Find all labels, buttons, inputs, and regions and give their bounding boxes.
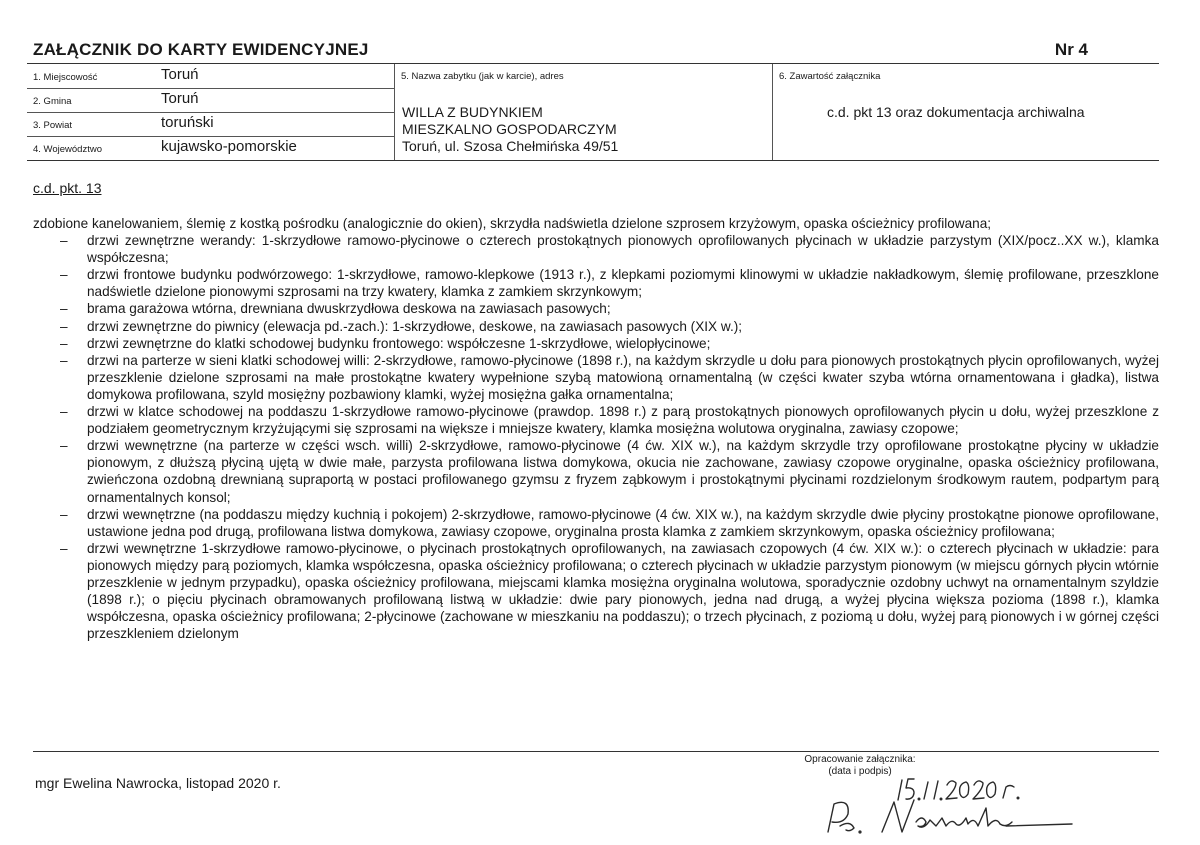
footer-divider	[33, 751, 1159, 752]
dash-bullet: –	[60, 506, 68, 522]
list-item-text: drzwi na parterze w sieni klatki schodowej willi: 2-skrzydłowe, ramowo-płycinowe (1898 r.), na każdym skrzydle u dołu para pionowych prostokątnych płycin oprofilowanych, wyżej przeszklenie dzielone szprosami na małe prostokątne kwatery wypełnione szybą matowioną ornamentalną (w części kwater szyba wtórna ornamentowana i gładka), listwa domykowa profilowana, szyld mosiężny pozbawiony klamki, wyżej mosiężna gałka ornamentalna;	[87, 352, 1159, 402]
list-item	[33, 352, 1159, 403]
list-item	[33, 506, 1159, 540]
document-title: ZAŁĄCZNIK DO KARTY EWIDENCYJNEJ	[33, 40, 369, 59]
field-row-commune	[27, 88, 394, 113]
prepared-label: Opracowanie załącznika:	[804, 754, 916, 765]
dash-bullet: –	[60, 352, 68, 368]
field-value: Toruń	[161, 66, 199, 83]
monument-column	[395, 64, 773, 160]
dash-bullet: –	[60, 540, 68, 556]
intro-paragraph: zdobione kanelowaniem, ślemię z kostką pośrodku (analogicznie do okien), skrzydła nadświetla dzielone szprosem krzyżowym, opaska ościeżnicy profilowana;	[33, 216, 992, 231]
list-item	[33, 300, 1159, 317]
dash-bullet: –	[60, 404, 68, 420]
field-value: Toruń	[161, 90, 199, 107]
dash-bullet: –	[60, 438, 68, 454]
list-item	[33, 335, 1159, 352]
contents-column	[773, 64, 1159, 160]
list-item	[33, 437, 1159, 505]
door-list	[33, 232, 1159, 642]
field-row-voivodeship	[27, 136, 394, 160]
list-item-text: drzwi zewnętrzne do piwnicy (elewacja pd.-zach.): 1-skrzydłowe, deskowe, na zawiasach pasowych (XIX w.);	[87, 318, 743, 334]
field-label: 3. Powiat	[33, 120, 73, 131]
list-item-text: drzwi frontowe budynku podwórzowego: 1-skrzydłowe, ramowo-klepkowe (1913 r.), z klepkami poziomymi klinowymi w układzie nakładkowym, ślemię profilowane, przeszklone nadświetle dzielone pionowymi szprosami na trzy kwatery, klamka z zamkiem skrzynkowym;	[87, 267, 1159, 300]
dash-bullet: –	[60, 267, 68, 283]
list-item-text: drzwi zewnętrzne werandy: 1-skrzydłowe ramowo-płycinowe o czterech prostokątnych pionowych oprofilowanych płycinach w układzie parzystym (XIX/pocz..XX w.), klamka współczesna;	[87, 233, 1159, 266]
dash-bullet: –	[60, 318, 68, 334]
list-item-text: drzwi wewnętrzne (na poddaszu między kuchnią i pokojem) 2-skrzydłowe, ramowo-płycinowe (4 ćw. XIX w.), na każdym skrzydle dwie płyciny prostokątne pionowe oprofilowane, ustawione jedna pod drugą, profilowana listwa domykowa, zawiasy czopowe, oryginalna prosta klamka z zamkiem skrzynkowym, opaska ościeżnicy profilowana;	[87, 506, 1159, 539]
list-item	[33, 540, 1159, 643]
list-item-text: drzwi wewnętrzne 1-skrzydłowe ramowo-płycinowe, o płycinach prostokątnych oprofilowanych, na zawiasach czopowych (4 ćw. XIX w.): o czterech płycinach w układzie: para pionowych między parą poziomych, klamka współczesna, opaska ościeżnicy profilowana; o czterech płycinach w układzie parzystym pionowym (w miejscu górnych płycin wtórnie przeszklenie w jednym przypadku), opaska ościeżnicy profilowana, miejscami klamka mosiężna oryginalna wolutowa, sporadycznie ozdobny uchwyt na ornamentalnym szyldzie (1898 r.); o pięciu płycinach obramowanych profilowaną listwą w układzie: dwie pary pionowych, jedna nad drugą, a wyżej płycina większa pozioma (1898 r.), klamka współczesna, opaska ościeżnicy profilowana; 2-płycinowe (zachowane w mieszkaniu na poddaszu); o trzech płycinach, z poziomą u dołu, wyżej parą pionowych i w górnej części przeszkleniem dzielonym	[87, 540, 1159, 642]
monument-name	[402, 104, 618, 155]
field-value: toruński	[161, 114, 214, 131]
dash-bullet: –	[60, 233, 68, 249]
header-table	[27, 63, 1159, 161]
field-value: kujawsko-pomorskie	[161, 138, 297, 155]
handwritten-signature	[810, 770, 1090, 840]
field-row-locality	[27, 64, 394, 89]
field-label: 1. Miejscowość	[33, 72, 98, 83]
dash-bullet: –	[60, 301, 68, 317]
list-item-text: drzwi zewnętrzne do klatki schodowej budynku frontowego: współczesne 1-skrzydłowe, wielopłycinowe;	[87, 335, 711, 351]
monument-line: MIESZKALNO GOSPODARCZYM	[402, 121, 617, 137]
monument-line: WILLA Z BUDYNKIEM	[402, 104, 543, 120]
list-item	[33, 403, 1159, 437]
section-heading: c.d. pkt. 13	[33, 180, 102, 196]
contents-value: c.d. pkt 13 oraz dokumentacja archiwalna	[827, 104, 1085, 120]
list-item-text: drzwi wewnętrzne (na parterze w części wsch. willi) 2-skrzydłowe, ramowo-płycinowe (4 ćw. XIX w.), na każdym skrzydle trzy oprofilowane prostokątne płyciny w układzie pionowym, z dłuższą płyciną ujętą w dwie małe, parzysta profilowana listwa domykowa, okucia nie zachowane, zawiasy czopowe oryginalne, opaska ościeżnicy profilowana, zwieńczona ozdobną drewnianą supraportą w postaci profilowanego gzymsu z fryzem ząbkowym i prostokątnymi płycinami rozdzielonym środkowym rautem, podpartym parą ornamentalnych konsol;	[87, 438, 1159, 505]
field-label: 2. Gmina	[33, 96, 72, 107]
section-body	[33, 215, 1159, 642]
monument-label: 5. Nazwa zabytku (jak w karcie), adres	[401, 71, 564, 82]
location-column	[27, 64, 395, 160]
monument-address: Toruń, ul. Szosa Chełmińska 49/51	[402, 138, 619, 154]
list-item	[33, 232, 1159, 266]
author-line: mgr Ewelina Nawrocka, listopad 2020 r.	[35, 775, 281, 791]
list-item-text: drzwi w klatce schodowej na poddaszu 1-skrzydłowe ramowo-płycinowe (prawdop. 1898 r.) z parą prostokątnych pionowych oprofilowanych płycin u dołu, wyżej przeszklone z podziałem geometrycznym krzyżującymi się szprosami na większe i mniejsze kwatery, klamka mosiężna wolutowa oryginalna, zawiasy czopowe;	[87, 404, 1159, 437]
dash-bullet: –	[60, 335, 68, 351]
field-label: 4. Województwo	[33, 144, 102, 155]
prepared-sublabel: (data i podpis)	[828, 766, 892, 777]
list-item	[33, 318, 1159, 335]
list-item-text: brama garażowa wtórna, drewniana dwuskrzydłowa deskowa na zawiasach pasowych;	[87, 301, 611, 317]
attachment-number: Nr 4	[1054, 40, 1088, 59]
contents-label: 6. Zawartość załącznika	[779, 71, 881, 82]
field-row-county	[27, 112, 394, 137]
list-item	[33, 266, 1159, 300]
